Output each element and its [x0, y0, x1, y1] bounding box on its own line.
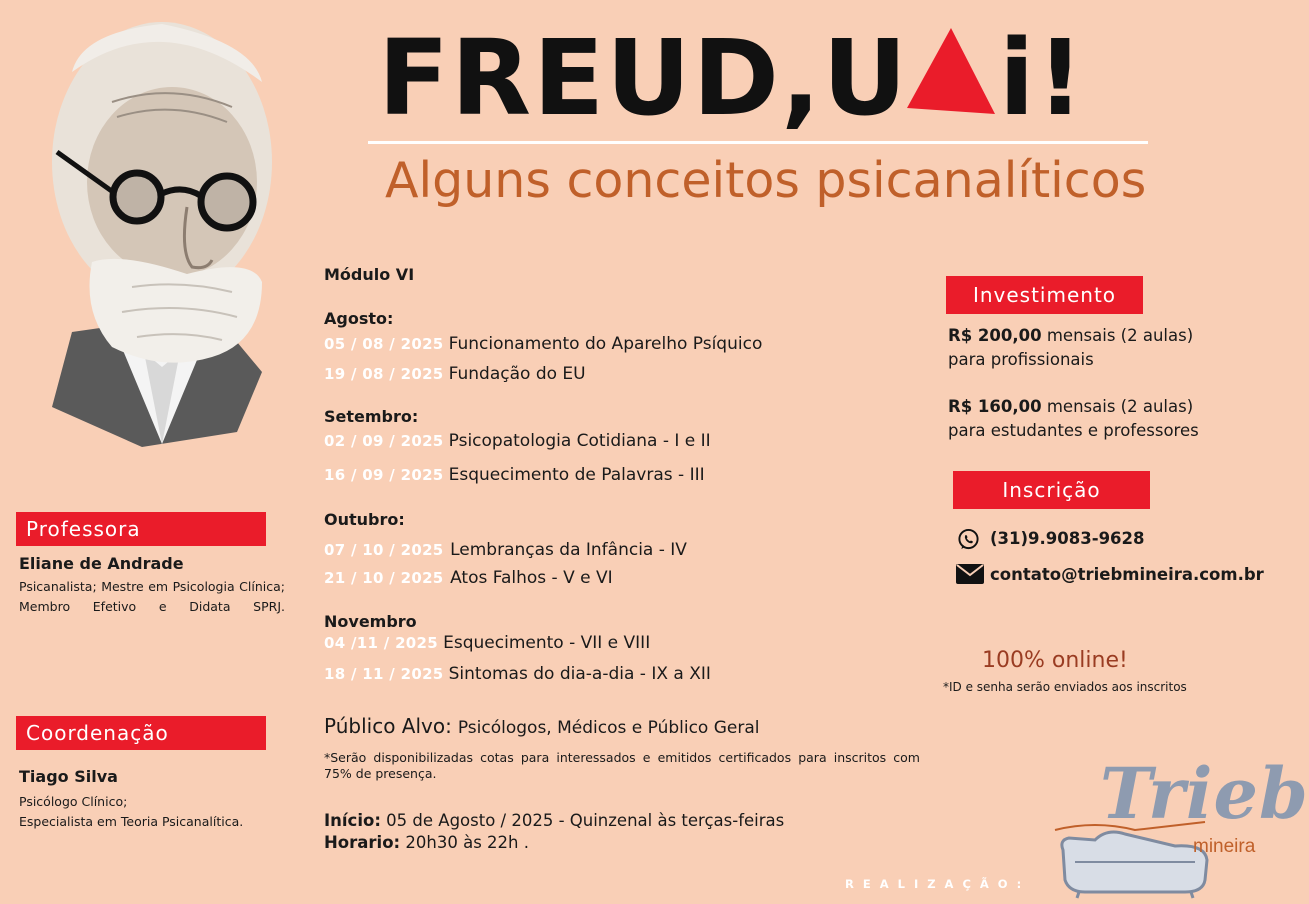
session-date: 07 / 10 / 2025 — [324, 541, 444, 559]
session-row — [324, 568, 613, 588]
month-label: Agosto: — [324, 309, 394, 328]
inicio-value: 05 de Agosto / 2025 - Quinzenal às terças-feiras — [386, 811, 785, 830]
price-amount: R$ 160,00 — [948, 397, 1042, 416]
coordenador-specialty: Especialista em Teoria Psicanalítica. — [19, 814, 244, 829]
mail-icon — [956, 564, 984, 584]
online-note: *ID e senha serão enviados aos inscritos — [943, 680, 1187, 694]
price-audience: para estudantes e professores — [948, 421, 1199, 440]
publico-note: *Serão disponibilizadas cotas para interessados e emitidos certificados para inscritos com 75% de presença. — [324, 750, 920, 781]
session-date: 19 / 08 / 2025 — [324, 365, 444, 383]
session-date: 21 / 10 / 2025 — [324, 569, 444, 587]
session-row — [324, 431, 711, 451]
phone-link[interactable]: (31)9.9083-9628 — [990, 529, 1145, 548]
event-title-right: i! — [998, 17, 1086, 139]
online-badge: 100% online! — [982, 648, 1128, 673]
session-date: 18 / 11 / 2025 — [324, 665, 444, 683]
session-row — [324, 540, 687, 560]
session-topic: Funcionamento do Aparelho Psíquico — [448, 334, 763, 354]
coordenacao-label: Coordenação — [16, 716, 266, 750]
professora-label: Professora — [16, 512, 266, 546]
horario-line — [324, 833, 529, 852]
session-date: 05 / 08 / 2025 — [324, 335, 444, 353]
red-triangle-icon — [905, 24, 997, 118]
price-period: mensais (2 aulas) — [1046, 397, 1194, 416]
event-title — [378, 18, 1086, 138]
session-row — [324, 465, 705, 485]
month-label: Setembro: — [324, 407, 419, 426]
session-topic: Esquecimento de Palavras - III — [448, 465, 705, 485]
month-label: Novembro — [324, 612, 417, 631]
coordenador-role: Psicólogo Clínico; — [19, 794, 128, 809]
session-row — [324, 664, 711, 684]
horario-value: 20h30 às 22h . — [405, 833, 529, 852]
session-row — [324, 633, 650, 653]
event-subtitle: Alguns conceitos psicanalíticos — [385, 152, 1147, 209]
trieb-logo-text: Trieb — [1100, 752, 1309, 835]
session-topic: Psicopatologia Cotidiana - I e II — [448, 431, 711, 451]
price-audience: para profissionais — [948, 350, 1094, 369]
inicio-label: Início: — [324, 811, 381, 830]
session-topic: Esquecimento - VII e VIII — [443, 633, 651, 653]
price-professionals — [948, 324, 1193, 372]
session-topic: Fundação do EU — [448, 364, 586, 384]
freud-portrait-image — [12, 12, 287, 447]
session-topic: Lembranças da Infância - IV — [450, 540, 687, 560]
session-row — [324, 364, 586, 384]
session-topic: Atos Falhos - V e VI — [450, 568, 613, 588]
session-date: 04 /11 / 2025 — [324, 634, 439, 652]
trieb-logo-subtext: mineira — [1193, 836, 1256, 857]
inscricao-label: Inscrição — [953, 471, 1150, 509]
event-title-left: FREUD,U — [378, 17, 909, 139]
session-date: 16 / 09 / 2025 — [324, 466, 444, 484]
price-amount: R$ 200,00 — [948, 326, 1042, 345]
horario-label: Horario: — [324, 833, 401, 852]
session-row — [324, 334, 762, 354]
module-title: Módulo VI — [324, 265, 415, 284]
month-label: Outubro: — [324, 510, 405, 529]
price-students — [948, 395, 1199, 443]
inicio-line — [324, 811, 784, 830]
title-divider — [368, 141, 1148, 144]
whatsapp-icon — [957, 528, 980, 551]
email-link[interactable]: contato@triebmineira.com.br — [990, 565, 1264, 584]
investimento-label: Investimento — [946, 276, 1143, 314]
publico-alvo — [324, 714, 760, 738]
publico-value: Psicólogos, Médicos e Público Geral — [457, 718, 760, 738]
publico-label: Público Alvo: — [324, 714, 452, 738]
session-topic: Sintomas do dia-a-dia - IX a XII — [448, 664, 711, 684]
realizacao-label: REALIZAÇÃO: — [845, 877, 1031, 891]
session-date: 02 / 09 / 2025 — [324, 432, 444, 450]
price-period: mensais (2 aulas) — [1046, 326, 1194, 345]
professora-bio: Psicanalista; Mestre em Psicologia Clínica; Membro Efetivo e Didata SPRJ. — [19, 579, 285, 614]
professora-name: Eliane de Andrade — [19, 554, 184, 573]
coordenador-name: Tiago Silva — [19, 767, 118, 786]
